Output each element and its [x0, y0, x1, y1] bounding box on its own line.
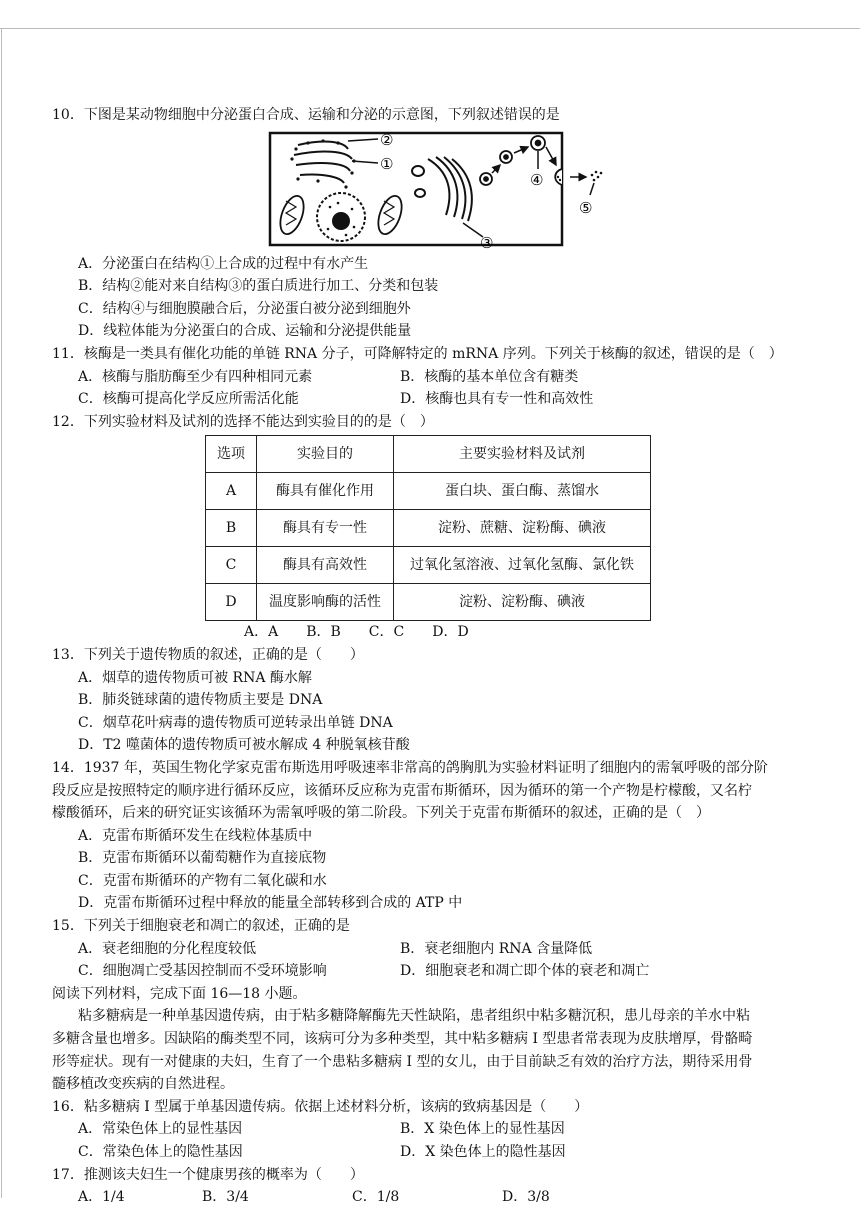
q14-stem-line-1: 14．1937 年，英国生物化学家克雷布斯选用呼吸速率非常高的鸽胸肌为实验材料证明了细胞内的需氧呼吸的部分阶 — [52, 759, 768, 776]
table-cell: 蛋白块、蛋白酶、蒸馏水 — [394, 473, 651, 510]
rough-er-shape — [294, 141, 352, 182]
q16-option-d: D．X 染色体上的隐性基因 — [400, 1144, 566, 1160]
q11-option-a: A．核酶与脂肪酶至少有四种相同元素 — [78, 368, 313, 385]
q11-stem: 11．核酶是一类具有催化功能的单链 RNA 分子，可降解特定的 mRNA 序列。下列关于核酶的叙述，错误的是（ ） — [52, 345, 783, 362]
figure-label-4: ④ — [530, 170, 544, 189]
table-row — [206, 584, 651, 621]
table-cell: 淀粉、淀粉酶、碘液 — [394, 584, 651, 621]
q14-option-c: C．克雷布斯循环的产物有二氧化碳和水 — [78, 872, 327, 889]
q17-option-c: C．1/8 — [352, 1189, 400, 1206]
q15-options-row2 — [52, 960, 822, 983]
table-header: 实验目的 — [257, 436, 394, 473]
table-header: 选项 — [206, 436, 257, 473]
reading-intro: 阅读下列材料，完成下面 16—18 小题。 — [52, 985, 307, 1002]
table-header: 主要实验材料及试剂 — [394, 436, 651, 473]
q16-options-row2 — [52, 1141, 822, 1164]
page-border-top — [0, 28, 860, 29]
nucleus-shape — [317, 193, 365, 241]
q17-options — [52, 1186, 822, 1209]
q10-option-a: A．分泌蛋白在结构①上合成的过程中有水产生 — [78, 255, 369, 272]
q10-figure — [52, 127, 822, 253]
q14-option-a: A．克雷布斯循环发生在线粒体基质中 — [78, 827, 313, 844]
q12-table — [205, 435, 651, 621]
table-cell: 淀粉、蔗糖、淀粉酶、碘液 — [394, 510, 651, 547]
secreted-protein-dots — [591, 170, 603, 181]
q15-option-a: A．衰老细胞的分化程度较低 — [78, 940, 257, 957]
q16-options-row1 — [52, 1118, 822, 1141]
q16-option-a: A．常染色体上的显性基因 — [78, 1121, 243, 1138]
q14-stem-line-2: 段反应是按照特定的顺序进行循环反应，该循环反应称为克雷布斯循环，因为循环的第一个产物是柠檬酸，又名柠 — [52, 782, 752, 799]
q10-option-d: D．线粒体能为分泌蛋白的合成、运输和分泌提供能量 — [78, 323, 412, 340]
label-1-pointer — [352, 161, 378, 163]
q11-option-c: C．核酶可提高化学反应所需活化能 — [78, 391, 299, 408]
q11-options-row1 — [52, 366, 822, 389]
golgi-shape — [412, 157, 472, 221]
q10-option-c: C．结构④与细胞膜融合后，分泌蛋白被分泌到细胞外 — [78, 300, 411, 317]
table-row — [206, 510, 651, 547]
table-row — [206, 473, 651, 510]
q11-options-row2 — [52, 388, 822, 411]
table-header-row — [206, 436, 651, 473]
q14-stem-line-3: 檬酸循环，后来的研究证实该循环为需氧呼吸的第二阶段。下列关于克雷布斯循环的叙述，正确的是（ ） — [52, 805, 710, 822]
reading-line-2: 多糖含量也增多。因缺陷的酶类型不同，该病可分为多种类型，其中粘多糖病 I 型患者常表现为皮肤增厚，骨骼畸 — [52, 1031, 753, 1048]
q15-option-c: C．细胞凋亡受基因控制而不受环境影响 — [78, 963, 327, 980]
q15-stem: 15．下列关于细胞衰老和凋亡的叙述，正确的是 — [52, 918, 350, 935]
q15-option-b: B．衰老细胞内 RNA 含量降低 — [400, 940, 593, 957]
page-border-left — [1, 28, 2, 1198]
q14-option-b: B．克雷布斯循环以葡萄糖作为直接底物 — [78, 850, 327, 867]
q15-option-d: D．细胞衰老和凋亡即个体的衰老和凋亡 — [400, 963, 650, 980]
figure-label-5: ⑤ — [579, 198, 593, 217]
q15-options-row1 — [52, 938, 822, 961]
q16-stem: 16．粘多糖病 I 型属于单基因遗传病。依据上述材料分析，该病的致病基因是（ ） — [52, 1098, 589, 1115]
q12-stem: 12．下列实验材料及试剂的选择不能达到实验目的的是（ ） — [52, 413, 434, 430]
q17-option-a: A．1/4 — [78, 1189, 125, 1206]
q17-option-b: B．3/4 — [202, 1189, 249, 1206]
table-cell: B — [206, 510, 257, 547]
table-row — [206, 547, 651, 584]
reading-line-1: 粘多糖病是一种单基因遗传病，由于粘多糖降解酶先天性缺陷，患者组织中粘多糖沉积，患儿母亲的羊水中粘 — [78, 1008, 750, 1025]
q17-stem: 17．推测该夫妇生一个健康男孩的概率为（ ） — [52, 1166, 364, 1183]
figure-label-1: ① — [380, 154, 394, 173]
q11-option-b: B．核酶的基本单位含有糖类 — [400, 368, 579, 385]
q13-option-a: A．烟草的遗传物质可被 RNA 酶水解 — [78, 669, 312, 686]
exam-page-content — [52, 104, 822, 1209]
q16-option-b: B．X 染色体上的显性基因 — [400, 1121, 565, 1138]
q10-option-b: B．结构②能对来自结构③的蛋白质进行加工、分类和包装 — [78, 278, 439, 295]
reading-line-3: 形等症状。现有一对健康的夫妇，生育了一个患粘多糖病 I 型的女儿，由于目前缺乏有效的治疗方法，期待采用骨 — [52, 1053, 753, 1070]
q16-option-c: C．常染色体上的隐性基因 — [78, 1144, 243, 1160]
q13-stem: 13．下列关于遗传物质的叙述，正确的是（ ） — [52, 646, 364, 663]
secretory-protein-diagram — [268, 131, 620, 249]
table-cell: C — [206, 547, 257, 584]
q14-option-d: D．克雷布斯循环过程中释放的能量全部转移到合成的 ATP 中 — [78, 895, 463, 912]
table-cell: 温度影响酶的活性 — [257, 584, 394, 621]
q12-answer-options: A．A B．B C．C D．D — [244, 624, 469, 641]
q17-option-d: D．3/8 — [502, 1189, 550, 1206]
q10-stem: 10．下图是某动物细胞中分泌蛋白合成、运输和分泌的示意图，下列叙述错误的是 — [52, 107, 560, 123]
table-cell: A — [206, 473, 257, 510]
q11-option-d: D．核酶也具有专一性和高效性 — [400, 391, 594, 408]
q13-option-b: B．肺炎链球菌的遗传物质主要是 DNA — [78, 692, 323, 709]
table-cell: 酶具有专一性 — [257, 510, 394, 547]
q13-option-d: D．T2 噬菌体的遗传物质可被水解成 4 种脱氧核苷酸 — [78, 737, 410, 754]
table-cell: 酶具有高效性 — [257, 547, 394, 584]
table-cell: 酶具有催化作用 — [257, 473, 394, 510]
reading-line-4: 髓移植改变疾病的自然进程。 — [52, 1076, 234, 1093]
figure-label-3: ③ — [480, 233, 494, 249]
table-cell: 过氧化氢溶液、过氧化氢酶、氯化铁 — [394, 547, 651, 584]
figure-label-2: ② — [380, 130, 394, 149]
table-cell: D — [206, 584, 257, 621]
label-2-pointer — [348, 139, 378, 141]
q13-option-c: C．烟草花叶病毒的遗传物质可逆转录出单链 DNA — [78, 714, 393, 731]
